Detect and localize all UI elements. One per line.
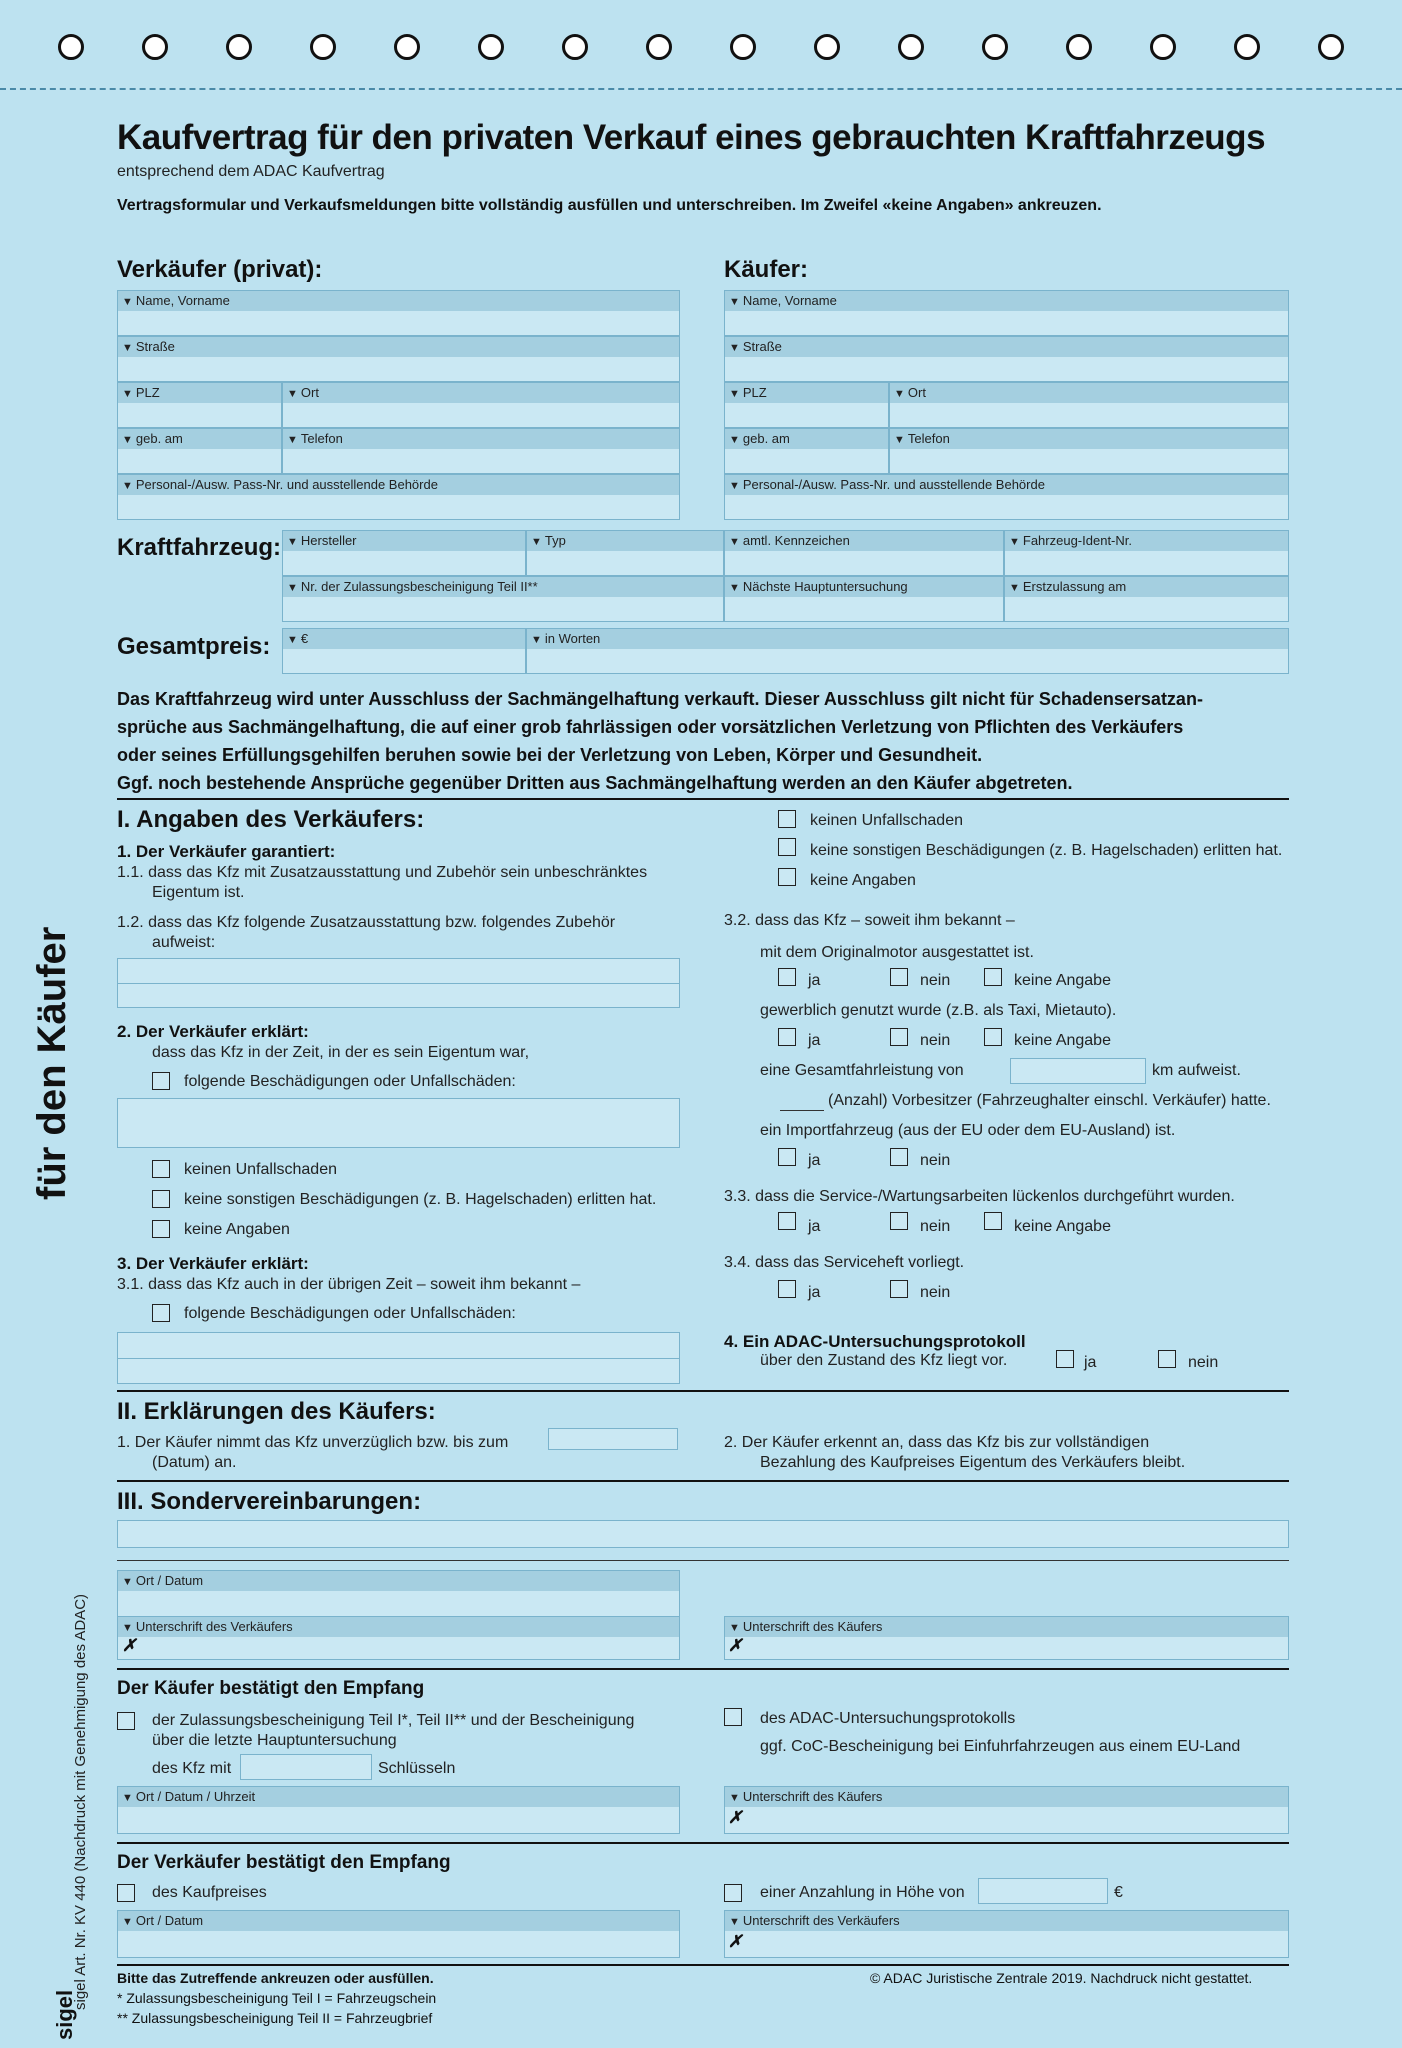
punch-hole: [58, 34, 84, 60]
buyer-accept-text-cont: (Datum) an.: [152, 1454, 237, 1471]
deposit-label: einer Anzahlung in Höhe von: [760, 1884, 965, 1901]
punch-hole: [394, 34, 420, 60]
punch-hole: [478, 34, 504, 60]
sign-here-mark: ✗: [122, 1636, 137, 1655]
documents-label-cont: über die letzte Hauptuntersuchung: [152, 1732, 397, 1749]
buyer-receipt-place-field[interactable]: ▼ Ort / Datum / Uhrzeit: [117, 1786, 680, 1834]
service-yes-checkbox[interactable]: [778, 1212, 796, 1230]
vehicle-type-field[interactable]: ▼ Typ: [526, 530, 724, 576]
no-accident-checkbox[interactable]: [152, 1160, 170, 1178]
seller-born-field[interactable]: ▼ geb. am: [117, 428, 282, 474]
no-info-checkbox[interactable]: [152, 1220, 170, 1238]
buyer-phone-field[interactable]: ▼ Telefon: [889, 428, 1289, 474]
punch-hole: [226, 34, 252, 60]
protocol-heading: 4. Ein ADAC-Untersuchungsprotokoll: [724, 1332, 1026, 1351]
commercial-no-checkbox[interactable]: [890, 1028, 908, 1046]
deposit-amount-input[interactable]: [978, 1878, 1108, 1904]
place-date-field[interactable]: ▼ Ort / Datum: [117, 1570, 680, 1620]
protocol-receipt-checkbox[interactable]: [724, 1708, 742, 1726]
buyer-born-field[interactable]: ▼ geb. am: [724, 428, 889, 474]
other-damage-checkbox[interactable]: [152, 1304, 170, 1322]
yes-label: ja: [808, 1032, 821, 1049]
yes-label: ja: [1084, 1354, 1097, 1371]
documents-label: der Zulassungsbescheinigung Teil I*, Teil II** und der Bescheinigung: [152, 1712, 635, 1729]
coc-label: ggf. CoC-Bescheinigung bei Einfuhrfahrzeugen aus einem EU-Land: [760, 1738, 1241, 1755]
buyer-heading: Käufer:: [724, 256, 809, 283]
protocol-no-checkbox[interactable]: [1158, 1350, 1176, 1368]
divider: [117, 798, 1289, 800]
buyer-accept-text: 1. Der Käufer nimmt das Kfz unverzüglich bzw. bis zum: [117, 1434, 509, 1451]
perforation-line: [0, 88, 1402, 90]
liability-text: Das Kraftfahrzeug wird unter Ausschluss der Sachmängelhaftung verkauft. Dieser Ausschluss gilt nicht für Schadensersatzan- sprüche aus Sachmängelhaftung, die auf einer grob fahrlässigen oder vorsätzlichen Verletzung von Pflichten des Verkäufers oder seines Erfüllungsgehilfen beruhen sowie bei der Verletzung von Leben, Körper und Gesundheit. Ggf. noch bestehende Ansprüche gegenüber Dritten aus Sachmängelhaftung werden an den Käufer abgetreten.: [117, 689, 1203, 793]
footnote-2: ** Zulassungsbescheinigung Teil II = Fahrzeugbrief: [117, 2010, 433, 2026]
import-label: ein Importfahrzeug (aus der EU oder dem EU-Ausland) ist.: [760, 1122, 1176, 1139]
divider: [117, 983, 680, 984]
seller-receipt-place-field[interactable]: ▼ Ort / Datum: [117, 1910, 680, 1958]
r-no-accident-checkbox[interactable]: [778, 810, 796, 828]
buyer-receipt-signature-field[interactable]: ▼ Unterschrift des Käufers: [724, 1786, 1289, 1834]
r-no-accident-label: keinen Unfallschaden: [810, 812, 963, 829]
ownership-text: 2. Der Käufer erkennt an, dass das Kfz bis zur vollständigen: [724, 1434, 1150, 1451]
footnote-1: * Zulassungsbescheinigung Teil I = Fahrzeugschein: [117, 1990, 437, 2006]
no-label: nein: [920, 1218, 951, 1235]
no-damage-label: keine sonstigen Beschädigungen (z. B. Hagelschaden) erlitten hat.: [184, 1191, 657, 1208]
punch-hole: [562, 34, 588, 60]
copy-label: für den Käufer: [30, 926, 74, 1200]
page-title: Kaufvertrag für den privaten Verkauf eines gebrauchten Kraftfahrzeugs: [117, 118, 1266, 157]
sign-here-mark: ✗: [728, 1932, 743, 1951]
punch-hole: [982, 34, 1008, 60]
price-euro-field[interactable]: ▼ €: [282, 628, 526, 674]
price-received-checkbox[interactable]: [117, 1884, 135, 1902]
seller-phone-field[interactable]: ▼ Telefon: [282, 428, 680, 474]
declaration-2-heading: 2. Der Verkäufer erklärt:: [117, 1022, 309, 1041]
noinfo-label: keine Angabe: [1014, 1032, 1111, 1049]
copyright: © ADAC Juristische Zentrale 2019. Nachdruck nicht gestattet.: [870, 1970, 1253, 1986]
deposit-currency: €: [1114, 1884, 1123, 1901]
price-words-field[interactable]: ▼ in Worten: [526, 628, 1289, 674]
engine-yes-checkbox[interactable]: [778, 968, 796, 986]
vehicle-maker-field[interactable]: ▼ Hersteller: [282, 530, 526, 576]
guarantee-1-2-cont: aufweist:: [152, 934, 216, 951]
punch-hole: [730, 34, 756, 60]
brand-logo: sigel: [52, 1989, 77, 2040]
commercial-use-label: gewerblich genutzt wurde (z.B. als Taxi, Mietauto).: [760, 1002, 1117, 1019]
punch-hole: [1234, 34, 1260, 60]
seller-receipt-heading: Der Verkäufer bestätigt den Empfang: [117, 1852, 451, 1873]
punch-hole: [814, 34, 840, 60]
no-label: nein: [920, 972, 951, 989]
r-no-info-label: keine Angaben: [810, 872, 916, 889]
declaration-2-text: dass das Kfz in der Zeit, in der es sein Eigentum war,: [152, 1044, 530, 1061]
no-label: nein: [920, 1032, 951, 1049]
vehicle-vin-field[interactable]: ▼ Fahrzeug-Ident-Nr.: [1004, 530, 1289, 576]
buyer-city-field[interactable]: ▼ Ort: [889, 382, 1289, 428]
mileage-unit: km aufweist.: [1152, 1062, 1241, 1079]
no-label: nein: [1188, 1354, 1219, 1371]
original-engine-label: mit dem Originalmotor ausgestattet ist.: [760, 944, 1034, 961]
seller-city-field[interactable]: ▼ Ort: [282, 382, 680, 428]
punch-hole: [646, 34, 672, 60]
seller-street-field[interactable]: ▼ Straße: [117, 336, 680, 382]
yes-label: ja: [808, 1152, 821, 1169]
divider: [117, 1560, 1289, 1561]
price-heading: Gesamtpreis:: [117, 633, 271, 660]
guarantee-1-1: 1.1. dass das Kfz mit Zusatzausstattung und Zubehör sein unbeschränktes: [117, 864, 648, 881]
divider: [117, 1668, 1289, 1670]
service-label: 3.3. dass die Service-/Wartungsarbeiten lückenlos durchgeführt wurden.: [724, 1188, 1235, 1205]
servicebook-no-checkbox[interactable]: [890, 1280, 908, 1298]
punch-hole: [1066, 34, 1092, 60]
keys-count-input[interactable]: [240, 1754, 372, 1780]
vehicle-regdoc-field[interactable]: ▼ Nr. der Zulassungsbescheinigung Teil II**: [282, 576, 724, 622]
footer-instruction: Bitte das Zutreffende ankreuzen oder ausfüllen.: [117, 1970, 434, 1986]
buyer-signature-field[interactable]: ▼ Unterschrift des Käufers: [724, 1616, 1289, 1660]
seller-heading: Verkäufer (privat):: [117, 256, 323, 283]
commercial-noinfo-checkbox[interactable]: [984, 1028, 1002, 1046]
punch-hole: [142, 34, 168, 60]
protocol-label: über den Zustand des Kfz liegt vor.: [760, 1352, 1008, 1369]
damage-label: folgende Beschädigungen oder Unfallschäden:: [184, 1073, 516, 1090]
sign-here-mark: ✗: [728, 1636, 743, 1655]
punch-hole: [1150, 34, 1176, 60]
keys-label: des Kfz mit: [152, 1760, 232, 1777]
import-no-checkbox[interactable]: [890, 1148, 908, 1166]
service-no-checkbox[interactable]: [890, 1212, 908, 1230]
protocol-yes-checkbox[interactable]: [1056, 1350, 1074, 1368]
mileage-input[interactable]: [1010, 1058, 1146, 1084]
divider: [117, 1480, 1289, 1482]
punch-hole: [310, 34, 336, 60]
yes-label: ja: [808, 1218, 821, 1235]
seller-plz-field[interactable]: ▼ PLZ: [117, 382, 282, 428]
divider: [117, 1390, 1289, 1392]
sign-here-mark: ✗: [728, 1808, 743, 1827]
buyer-name-field[interactable]: ▼ Name, Vorname: [724, 290, 1289, 336]
seller-name-field[interactable]: ▼ Name, Vorname: [117, 290, 680, 336]
section-2-heading: II. Erklärungen des Käufers:: [117, 1398, 436, 1425]
vehicle-firstreg-field[interactable]: ▼ Erstzulassung am: [1004, 576, 1289, 622]
no-accident-label: keinen Unfallschaden: [184, 1161, 337, 1178]
ownership-text-cont: Bezahlung des Kaufpreises Eigentum des Verkäufers bleibt.: [760, 1454, 1186, 1471]
vehicle-heading: Kraftfahrzeug:: [117, 534, 282, 561]
buyer-plz-field[interactable]: ▼ PLZ: [724, 382, 889, 428]
seller-id-field[interactable]: ▼ Personal-/Ausw. Pass-Nr. und ausstellende Behörde: [117, 474, 680, 520]
damage-checkbox[interactable]: [152, 1072, 170, 1090]
mileage-label: eine Gesamtfahrleistung von: [760, 1062, 964, 1079]
seller-signature-field[interactable]: ▼ Unterschrift des Verkäufers: [117, 1616, 680, 1660]
owners-label: (Anzahl) Vorbesitzer (Fahrzeughalter einschl. Verkäufer) hatte.: [828, 1092, 1271, 1109]
buyer-receipt-heading: Der Käufer bestätigt den Empfang: [117, 1678, 425, 1699]
deposit-checkbox[interactable]: [724, 1884, 742, 1902]
section-1-heading: I. Angaben des Verkäufers:: [117, 806, 425, 833]
other-damage-label: folgende Beschädigungen oder Unfallschäden:: [184, 1305, 516, 1322]
accept-date-input[interactable]: [548, 1428, 678, 1450]
divider: [117, 1964, 1289, 1966]
declaration-3-2: 3.2. dass das Kfz – soweit ihm bekannt –: [724, 912, 1015, 929]
vehicle-inspection-field[interactable]: ▼ Nächste Hauptuntersuchung: [724, 576, 1004, 622]
guarantee-heading: 1. Der Verkäufer garantiert:: [117, 842, 336, 861]
engine-noinfo-checkbox[interactable]: [984, 968, 1002, 986]
servicebook-yes-checkbox[interactable]: [778, 1280, 796, 1298]
price-received-label: des Kaufpreises: [152, 1884, 267, 1901]
declaration-3-1: 3.1. dass das Kfz auch in der übrigen Zeit – soweit ihm bekannt –: [117, 1276, 581, 1293]
import-yes-checkbox[interactable]: [778, 1148, 796, 1166]
engine-no-checkbox[interactable]: [890, 968, 908, 986]
documents-checkbox[interactable]: [117, 1712, 135, 1730]
no-info-label: keine Angaben: [184, 1221, 290, 1238]
instruction: Vertragsformular und Verkaufsmeldungen bitte vollständig ausfüllen und unterschreiben. Im Zweifel «keine Angaben» ankreuzen.: [117, 197, 1102, 214]
owners-input[interactable]: [780, 1110, 824, 1111]
article-number: sigel Art. Nr. KV 440 (Nachdruck mit Genehmigung des ADAC): [72, 1593, 89, 2010]
r-no-damage-checkbox[interactable]: [778, 838, 796, 856]
punch-hole: [1318, 34, 1344, 60]
yes-label: ja: [808, 1284, 821, 1301]
divider: [117, 1358, 680, 1359]
divider: [117, 1842, 1289, 1844]
yes-label: ja: [808, 972, 821, 989]
section-3-heading: III. Sondervereinbarungen:: [117, 1488, 422, 1515]
special-agreements-input[interactable]: [117, 1520, 1289, 1548]
no-damage-checkbox[interactable]: [152, 1190, 170, 1208]
protocol-receipt-label: des ADAC-Untersuchungsprotokolls: [760, 1710, 1016, 1727]
buyer-id-field[interactable]: ▼ Personal-/Ausw. Pass-Nr. und ausstellende Behörde: [724, 474, 1289, 520]
keys-unit: Schlüsseln: [378, 1760, 456, 1777]
r-no-damage-label: keine sonstigen Beschädigungen (z. B. Hagelschaden) erlitten hat.: [810, 842, 1283, 859]
declaration-3-heading: 3. Der Verkäufer erklärt:: [117, 1254, 309, 1273]
vehicle-plate-field[interactable]: ▼ amtl. Kennzeichen: [724, 530, 1004, 576]
seller-receipt-signature-field[interactable]: ▼ Unterschrift des Verkäufers: [724, 1910, 1289, 1958]
no-label: nein: [920, 1152, 951, 1169]
punch-hole: [898, 34, 924, 60]
noinfo-label: keine Angabe: [1014, 972, 1111, 989]
r-no-info-checkbox[interactable]: [778, 868, 796, 886]
commercial-yes-checkbox[interactable]: [778, 1028, 796, 1046]
buyer-street-field[interactable]: ▼ Straße: [724, 336, 1289, 382]
servicebook-label: 3.4. dass das Serviceheft vorliegt.: [724, 1254, 965, 1271]
noinfo-label: keine Angabe: [1014, 1218, 1111, 1235]
subtitle: entsprechend dem ADAC Kaufvertrag: [117, 163, 385, 180]
guarantee-1-1-cont: Eigentum ist.: [152, 884, 245, 901]
damage-input[interactable]: [117, 1098, 680, 1148]
service-noinfo-checkbox[interactable]: [984, 1212, 1002, 1230]
no-label: nein: [920, 1284, 951, 1301]
guarantee-1-2: 1.2. dass das Kfz folgende Zusatzausstattung bzw. folgendes Zubehör: [117, 914, 616, 931]
